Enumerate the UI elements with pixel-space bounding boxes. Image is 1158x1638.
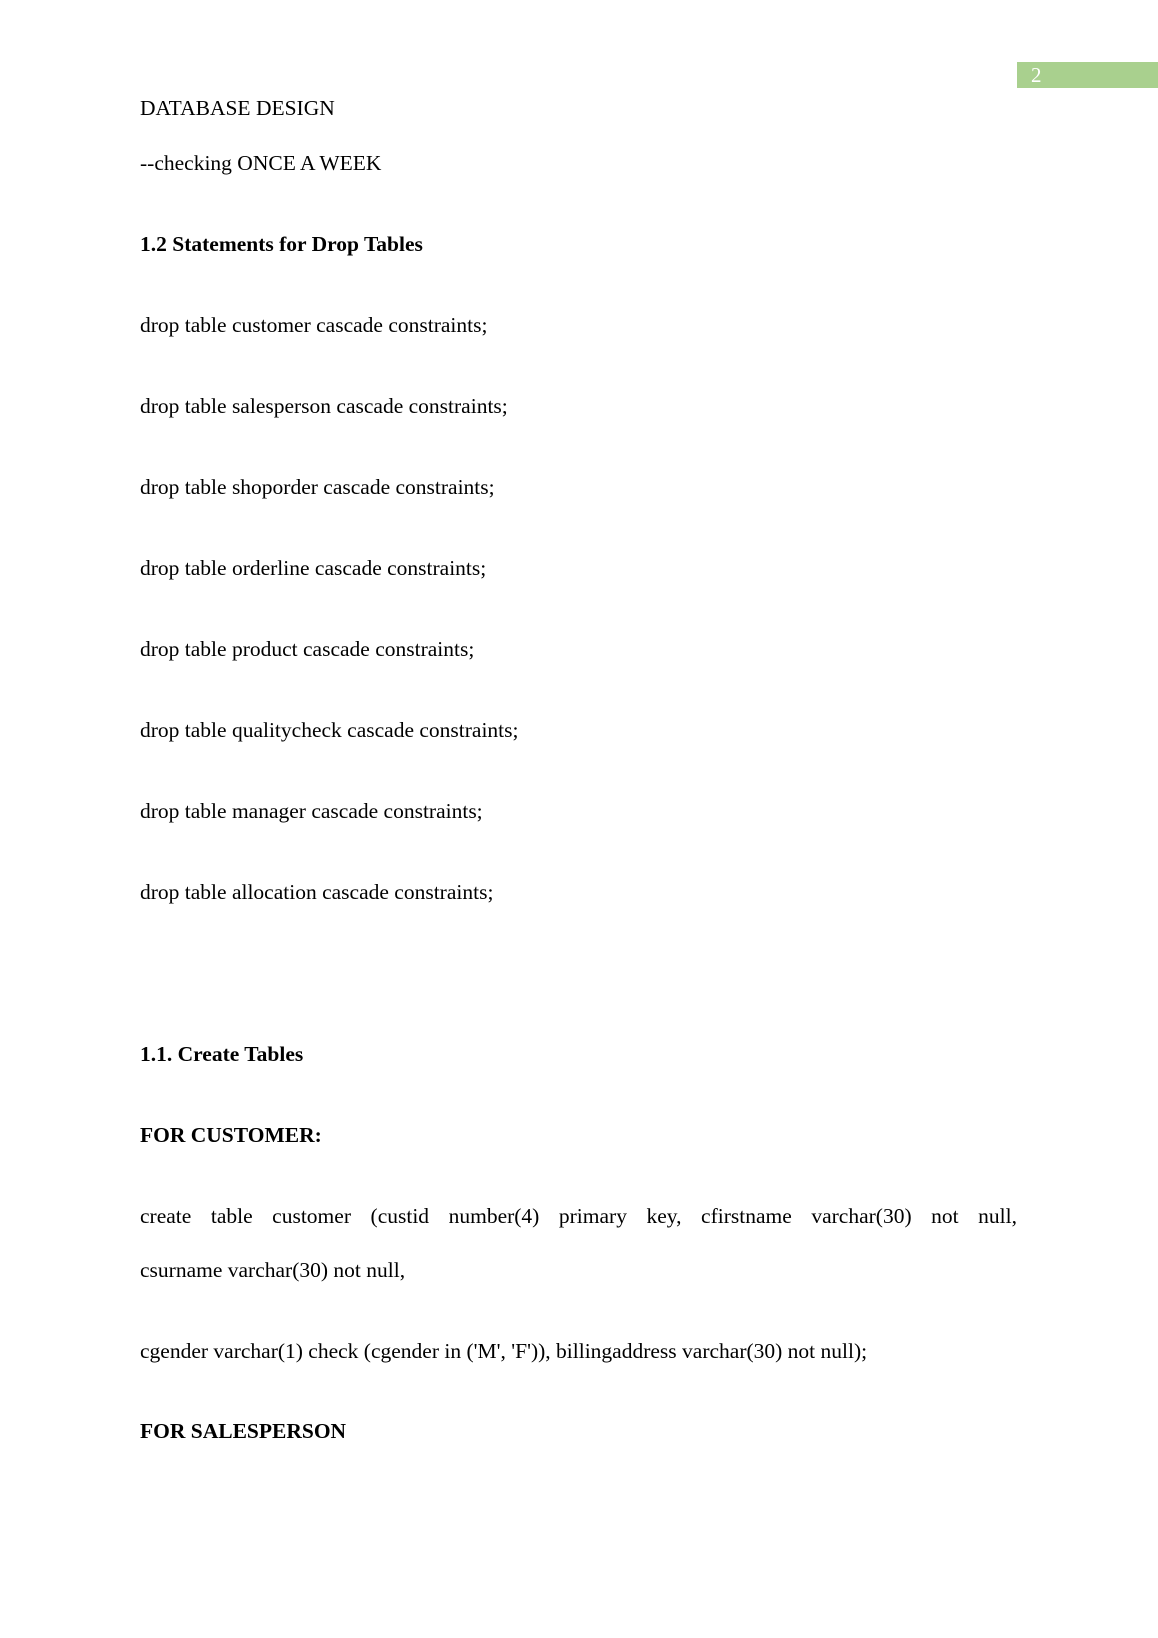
drop-statement: drop table customer cascade constraints;	[140, 313, 488, 337]
customer-create-line-1: create table customer (custid number(4) primary key, cfirstname varchar(30) not null,	[140, 1204, 1017, 1228]
drop-statement: drop table shoporder cascade constraints;	[140, 475, 495, 499]
create-tables-heading: 1.1. Create Tables	[140, 1042, 304, 1066]
comment-line: --checking ONCE A WEEK	[140, 151, 382, 175]
drop-statement: drop table manager cascade constraints;	[140, 799, 483, 823]
drop-statement: drop table salesperson cascade constraints;	[140, 394, 508, 418]
drop-statement: drop table qualitycheck cascade constraints;	[140, 718, 519, 742]
drop-tables-heading: 1.2 Statements for Drop Tables	[140, 232, 423, 256]
customer-create-line-3: cgender varchar(1) check (cgender in ('M', 'F')), billingaddress varchar(30) not null);	[140, 1339, 868, 1363]
drop-statement: drop table orderline cascade constraints;	[140, 556, 487, 580]
customer-heading: FOR CUSTOMER:	[140, 1123, 322, 1147]
drop-statement: drop table allocation cascade constraints;	[140, 880, 494, 904]
page-number: 2	[1017, 62, 1158, 88]
customer-create-line-2: csurname varchar(30) not null,	[140, 1258, 406, 1282]
drop-statement: drop table product cascade constraints;	[140, 637, 475, 661]
salesperson-heading: FOR SALESPERSON	[140, 1419, 347, 1443]
running-head: DATABASE DESIGN	[140, 96, 335, 120]
